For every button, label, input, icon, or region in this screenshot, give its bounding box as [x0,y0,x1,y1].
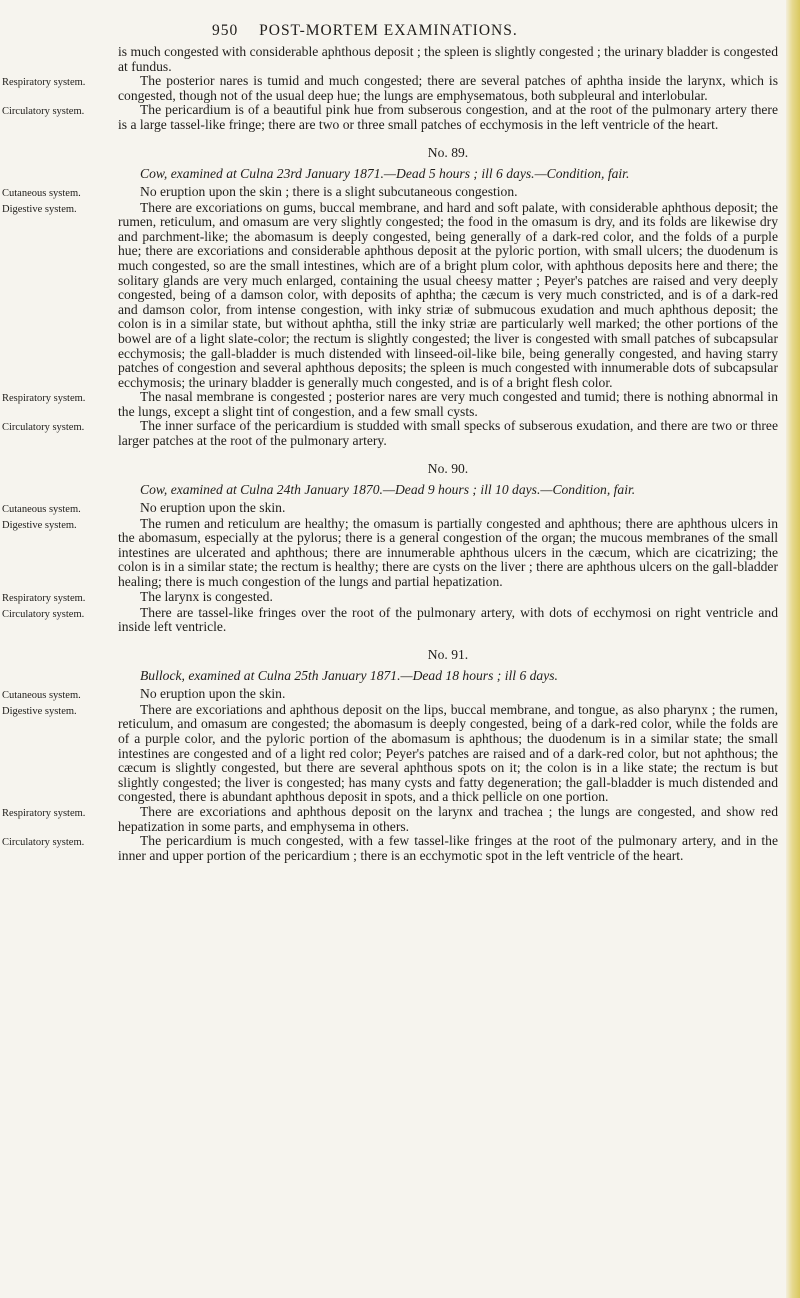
section-paragraph: The larynx is congested. [140,588,273,604]
margin-label: Cutaneous system. [2,187,81,199]
margin-label: Circulatory system. [2,608,85,620]
margin-label: Digestive system. [2,705,77,717]
margin-label: Circulatory system. [2,422,85,434]
section-paragraph: The pericardium is much congested, with a few tassel-like fringes at the root of the pulmonary artery, and in the inner and upper portion of the pericardium ; there is an ecchymotic spot in the left ventricle of the heart. [118,833,778,863]
paragraph-row [0,103,786,132]
margin-label: Circulatory system. [2,106,85,118]
paragraph-row [0,590,786,606]
paragraph-row [0,419,786,448]
case-title: Cow, examined at Culna 23rd January 1871.—Dead 5 hours ; ill 6 days.—Condition, fair. [140,165,630,181]
section-paragraph: No eruption upon the skin ; there is a slight subcutaneous congestion. [140,183,518,199]
margin-label: Respiratory system. [2,807,86,819]
page-edge [786,0,800,1298]
page-body [0,45,786,863]
running-title: POST-MORTEM EXAMINATIONS. [259,22,518,39]
running-header [212,22,518,40]
section-paragraph: There are tassel-like fringes over the root of the pulmonary artery, with dots of ecchymosi on right ventricle and inside left ventricle. [118,604,778,635]
section-paragraph: There are excoriations on gums, buccal membrane, and hard and soft palate, with considerable aphthous deposit; the rumen, reticulum, and omasum are very slightly congested; the food in the omasum is dry, and its folds are likewise dry and parchment-like; the abomasum is deeply congested, being generally of a dark-red color, and the folds of a purple hue; there are excoriations and considerable aphthous deposit at the pyloric portion, with small ulcers; the duodenum is much congested, so are the small intestines, which are of a bright plum color, with aphthous deposits here and there; the solitary glands are very much enlarged, containing the usual cheesy matter ; Peyer's patches are raised and very deeply congested, being of a damson color, with deposits of aphtha; the cæcum is very much constricted, and is of a dark-red and damson color, from intense congestion, with inky striæ of submucous exudation and much aphthous deposit; the colon is in a similar state, but without aphtha, still the inky striæ are particularly well marked; the other portions of the bowel are of a light slate-color; the rectum is slightly congested; the liver is congested with small patches of subcapsular ecchymosis; the gall-bladder is much distended with linseed-oil-like bile, being generally congested, and having starry patches of congestion and several aphthous deposits; the spleen is much congested with innumerable dots of subcapsular ecchymosis; the urinary bladder is generally much congested, and is of a bright flesh color. [118,199,778,390]
paragraph-row [0,45,786,74]
section-paragraph: The posterior nares is tumid and much congested; there are several patches of aphtha inside the larynx, which is congested, though not of the usual deep hue; the lungs are emphysematous, both subpleural and interlobular. [118,73,778,103]
case-number: No. 89. [427,144,469,160]
continued-paragraph: is much congested with considerable aphthous deposit ; the spleen is slightly congested ; the urinary bladder is congested at fundus. [118,44,778,74]
page-number: 950 [212,22,239,39]
paragraph-row [0,201,786,391]
paragraph-row [0,185,786,201]
margin-label: Digestive system. [2,203,77,215]
margin-label: Circulatory system. [2,837,85,849]
section-paragraph: The nasal membrane is congested ; posterior nares are very much congested and tumid; there is nothing abnormal in the lungs, except a slight tint of congestion, and a few small cysts. [118,389,778,419]
case-title: Bullock, examined at Culna 25th January 1871.—Dead 18 hours ; ill 6 days. [140,667,558,683]
case-title: Cow, examined at Culna 24th January 1870.—Dead 9 hours ; ill 10 days.—Condition, fair. [140,481,636,497]
section-paragraph: The pericardium is of a beautiful pink hue from subserous congestion, and at the root of the pulmonary artery there is a large tassel-like fringe; there are two or three small patches of ecchymosis in the left ventricle of the heart. [118,102,778,132]
section-paragraph: The rumen and reticulum are healthy; the omasum is partially congested and aphthous; there are aphthous ulcers in the abomasum, especially at the pylorus; there is a general congestion of the organ; the mucous membranes of the small intestines are ulcerated and aphthous; there are innumerable aphthous ulcers in the cæcum, which are cicatrizing; the colon is in a similar state; the rectum is healthy; there are cysts on the liver ; there are aphthous ulcers on the gall-bladder healing; there is much congestion of the lungs and partial hepatization. [118,515,778,590]
case-number: No. 90. [427,460,469,476]
paragraph-row [0,805,786,834]
margin-label: Cutaneous system. [2,503,81,515]
margin-label: Respiratory system. [2,77,86,89]
paragraph-row [0,703,786,805]
paragraph-row [0,517,786,590]
paragraph-row [0,606,786,635]
paragraph-row [0,687,786,703]
section-paragraph: No eruption upon the skin. [140,499,286,515]
margin-label: Respiratory system. [2,393,86,405]
paragraph-row [0,834,786,863]
paragraph-row [0,501,786,517]
case-number: No. 91. [427,646,469,662]
margin-label: Respiratory system. [2,592,86,604]
section-paragraph: There are excoriations and aphthous deposit on the larynx and trachea ; the lungs are congested, and show red hepatization in some parts, and emphysema in others. [118,803,778,834]
section-paragraph: There are excoriations and aphthous deposit on the lips, buccal membrane, and tongue, as also pharynx ; the rumen, reticulum, and omasum are congested; the abomasum is deeply congested, being of a dark-red color, while the folds are of a purple color, and the pyloric portion of the abomasum is aphthous; the duodenum is in a similar state; the small intestines are congested and of a light red color; Peyer's patches are raised and of a dark-red color, but not aphthous; the cæcum is slightly congested, but there are several aphthous spots on it; the colon is in a like state; the rectum is but slightly congested; the liver is congested; has many cysts and fatty degeneration; the gall-bladder is much distended and congested, there is abundant aphthous deposit in spots, and a thick pellicle on one portion. [118,701,778,805]
paragraph-row [0,390,786,419]
margin-label: Cutaneous system. [2,689,81,701]
paragraph-row [0,74,786,103]
margin-label: Digestive system. [2,519,77,531]
section-paragraph: No eruption upon the skin. [140,685,286,701]
section-paragraph: The inner surface of the pericardium is studded with small specks of subserous exudation, and there are two or three larger patches at the root of the pulmonary artery. [118,418,778,449]
